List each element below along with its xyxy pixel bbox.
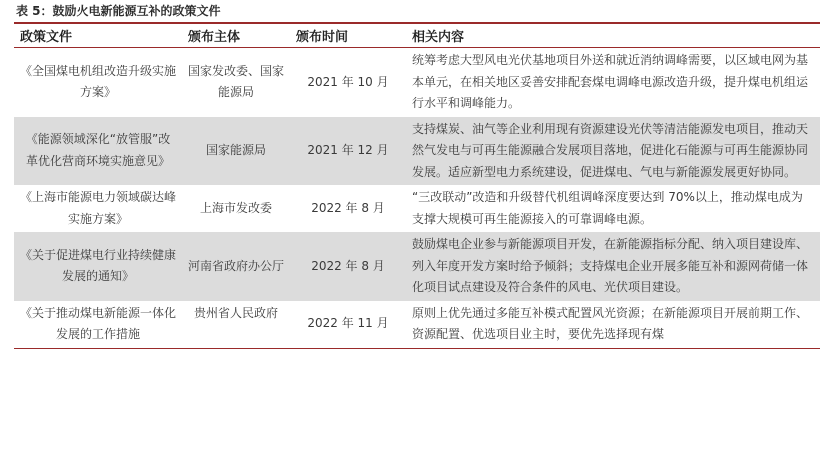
policy-table-section <box>14 0 820 349</box>
cell-issuer <box>182 301 290 349</box>
cell-doc: 《关于促进煤电行业持续健康发展的通知》 <box>14 232 182 301</box>
header-date: 颁布时间 <box>290 24 406 48</box>
cell-date: 2021 年 12 月 <box>290 117 406 186</box>
cell-date: 2022 年 8 月 <box>311 200 385 215</box>
table-row <box>14 48 820 117</box>
cell-issuer: 河南省政府办公厅 <box>182 232 290 301</box>
cell-doc <box>14 301 182 349</box>
cell-content-text: 原则上优先通过多能互补模式配置风光资源；在新能源项目开展前期工作、资源配置、优选项目业主时，要优先选择现有煤 <box>412 305 809 341</box>
cell-content: “三改联动”改造和升级替代机组调峰深度要达到 70%以上，推动煤电成为支撑大规模可再生能源接入的可靠调峰电源。 <box>412 190 803 226</box>
cell-date: 2021 年 10 月 <box>307 74 389 89</box>
cell-issuer-text: 贵州省人民政府 <box>193 305 278 320</box>
cell-doc: 《能源领域深化“放管服”改革优化营商环境实施意见》 <box>14 117 182 186</box>
header-issuer: 颁布主体 <box>182 24 290 48</box>
cell-doc: 《全国煤电机组改造升级实施方案》 <box>20 63 177 100</box>
header-content: 相关内容 <box>406 24 820 48</box>
cell-doc: 《上海市能源电力领域碳达峰实施方案》 <box>20 190 177 226</box>
table-caption: 表 5：鼓励火电新能源互补的政策文件 <box>14 0 820 24</box>
cell-issuer: 国家发改委、国家能源局 <box>188 63 285 100</box>
header-policy-doc: 政策文件 <box>14 24 182 48</box>
cell-content: 统筹考虑大型风电光伏基地项目外送和就近消纳调峰需要，以区域电网为基本单元，在相关地区妥善安排配套煤电调峰电源改造升级，提升煤电机组运行水平和调峰能力。 <box>412 53 809 110</box>
cell-date: 2022 年 8 月 <box>290 232 406 301</box>
cell-content <box>406 301 820 349</box>
cell-issuer: 国家能源局 <box>182 117 290 186</box>
cell-date: 2022 年 11 月 <box>290 301 406 349</box>
cell-doc-text: 《关于推动煤电新能源一体化发展的工作措施 <box>20 305 176 341</box>
cell-issuer: 上海市发改委 <box>199 200 272 215</box>
table-header-row <box>14 24 820 48</box>
table-row <box>14 232 820 301</box>
table-row <box>14 301 820 349</box>
table-row <box>14 117 820 186</box>
policy-table <box>14 24 820 349</box>
table-row <box>14 185 820 232</box>
cell-content: 鼓励煤电企业参与新能源项目开发，在新能源指标分配、纳入项目建设库、列入年度开发方案时给予倾斜；支持煤电企业开展多能互补和源网荷储一体化项目试点建设及符合条件的风电、光伏项目建设。 <box>406 232 820 301</box>
cell-content: 支持煤炭、油气等企业利用现有资源建设光伏等清洁能源发电项目，推动天然气发电与可再生能源融合发展项目落地，促进化石能源与可再生能源协同发展。适应新型电力系统建设，促进煤电、气电与新能源发展更好协同。 <box>406 117 820 186</box>
